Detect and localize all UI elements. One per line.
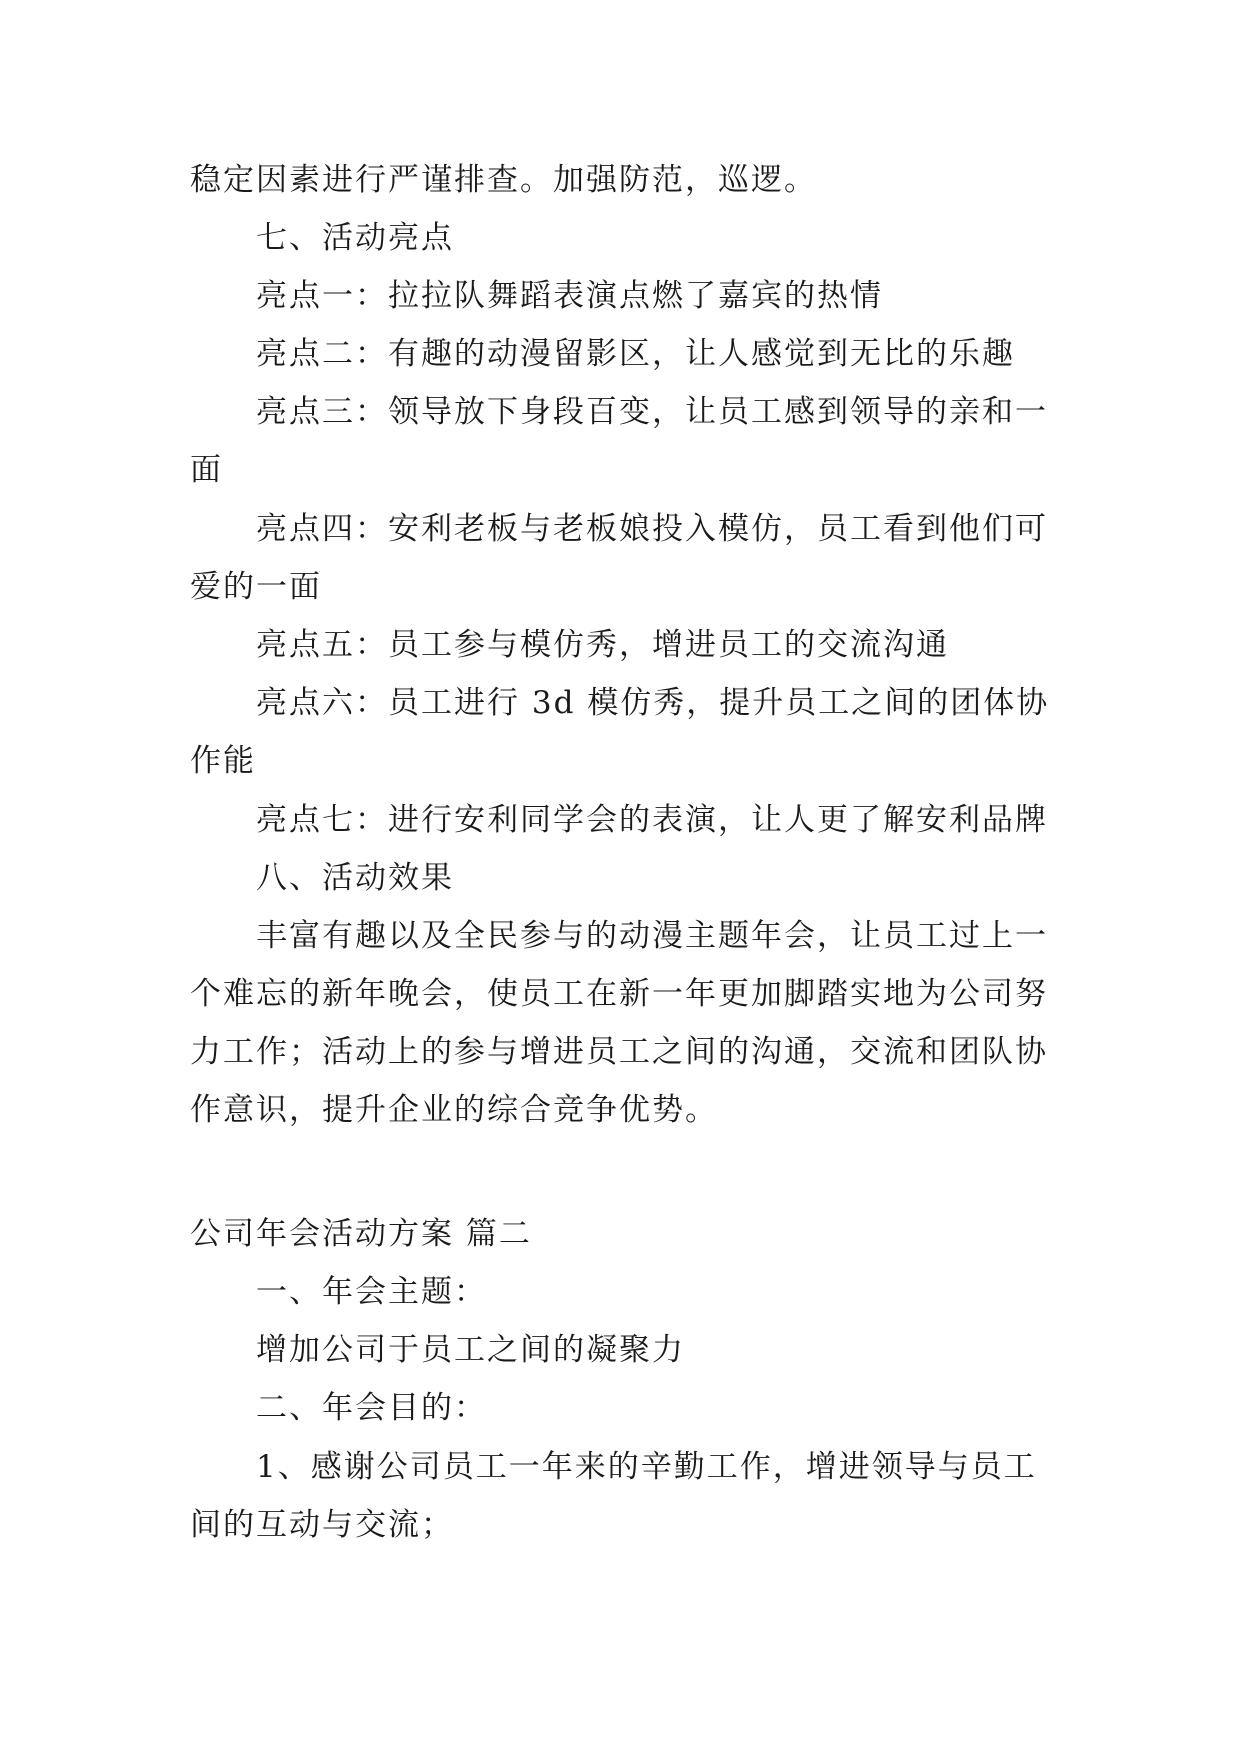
highlight-item: 亮点七：进行安利同学会的表演，让人更了解安利品牌 bbox=[256, 802, 1048, 838]
paragraph-line: 个难忘的新年晚会，使员工在新一年更加脚踏实地为公司努 bbox=[190, 976, 1048, 1012]
section-heading: 一、年会主题： bbox=[256, 1274, 487, 1310]
section-heading: 七、活动亮点 bbox=[256, 220, 454, 256]
highlight-item: 亮点五：员工参与模仿秀，增进员工的交流沟通 bbox=[256, 627, 949, 663]
paragraph-line: 爱的一面 bbox=[190, 569, 322, 605]
paragraph-line: 丰富有趣以及全民参与的动漫主题年会，让员工过上一 bbox=[256, 918, 1048, 954]
paragraph-line: 稳定因素进行严谨排查。加强防范，巡逻。 bbox=[190, 162, 817, 198]
section-heading: 二、年会目的： bbox=[256, 1390, 487, 1426]
highlight-item: 亮点四：安利老板与老板娘投入模仿，员工看到他们可 bbox=[256, 511, 1048, 547]
highlight-item: 亮点二：有趣的动漫留影区，让人感觉到无比的乐趣 bbox=[256, 336, 1015, 372]
paragraph-line: 间的互动与交流； bbox=[190, 1507, 454, 1543]
highlight-item: 亮点三：领导放下身段百变，让员工感到领导的亲和一 bbox=[256, 394, 1048, 430]
section-heading: 八、活动效果 bbox=[256, 860, 454, 896]
paragraph-line: 作意识，提升企业的综合竞争优势。 bbox=[190, 1092, 718, 1128]
highlight-item: 亮点六：员工进行 3d 模仿秀，提升员工之间的团体协 bbox=[256, 685, 1050, 721]
paragraph-line: 作能 bbox=[190, 743, 256, 779]
paragraph-line: 增加公司于员工之间的凝聚力 bbox=[256, 1332, 685, 1368]
paragraph-line: 力工作；活动上的参与增进员工之间的沟通，交流和团队协 bbox=[190, 1034, 1048, 1070]
highlight-item: 亮点一：拉拉队舞蹈表演点燃了嘉宾的热情 bbox=[256, 278, 883, 314]
paragraph-line: 面 bbox=[190, 452, 223, 488]
document-title: 公司年会活动方案 篇二 bbox=[190, 1216, 532, 1252]
paragraph-line: 1、感谢公司员工一年来的辛勤工作，增进领导与员工 bbox=[256, 1449, 1037, 1485]
